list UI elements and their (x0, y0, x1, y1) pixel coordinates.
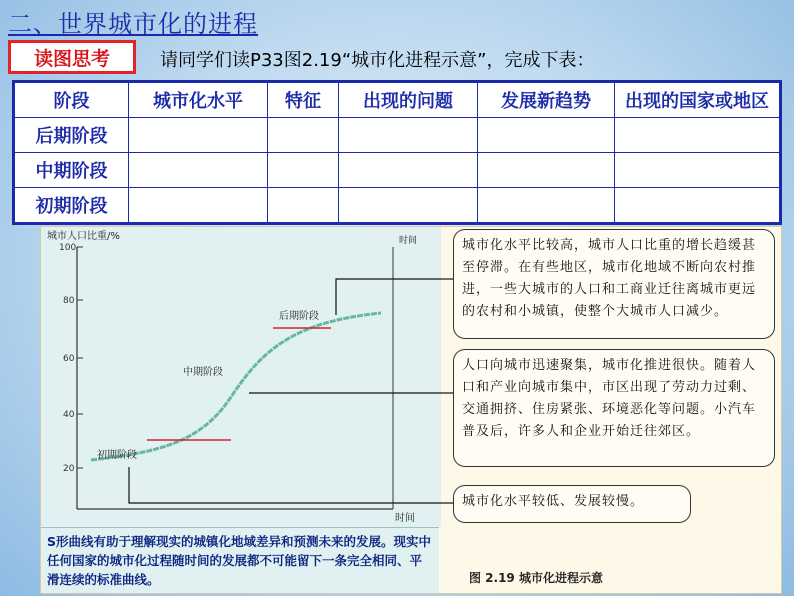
table-cell[interactable] (478, 188, 615, 224)
table-row (14, 118, 781, 153)
table-cell[interactable] (615, 118, 781, 153)
header-trend: 发展新趋势 (478, 82, 615, 118)
figure-caption: 图 2.19 城市化进程示意 (469, 571, 603, 585)
leader-line-late (336, 279, 441, 315)
x-axis-label: 时间 (395, 513, 415, 524)
table-header-row (14, 82, 781, 118)
row-label-middle: 中期阶段 (14, 153, 129, 188)
table-cell[interactable] (478, 153, 615, 188)
section-title: 二、世界城市化的进程 (8, 10, 258, 38)
middle-stage-label: 中期阶段 (183, 367, 223, 378)
table-cell[interactable] (268, 153, 339, 188)
table-cell[interactable] (339, 153, 478, 188)
y-tick-label: 100 (59, 243, 77, 253)
table-cell[interactable] (268, 188, 339, 224)
table-cell[interactable] (129, 118, 268, 153)
header-level: 城市化水平 (129, 82, 268, 118)
y-tick-label: 40 (63, 410, 75, 420)
table-cell[interactable] (129, 188, 268, 224)
row-label-early: 初期阶段 (14, 188, 129, 224)
leader-line-early (129, 467, 441, 503)
s-curve-svg (41, 227, 441, 527)
late-stage-description: 城市化水平比较高，城市人口比重的增长趋缓甚至停滞。在有些地区，城市化地域不断向农村推进，一些大城市的人口和工商业迁往离城市更远的农村和小城镇，使整个大城市人口减少。 (453, 229, 775, 339)
s-curve (91, 313, 381, 460)
header-feature: 特征 (268, 82, 339, 118)
urbanization-figure (40, 226, 782, 594)
header-stage: 阶段 (14, 82, 129, 118)
table-cell[interactable] (615, 188, 781, 224)
instruction-text: 请同学们读P33图2.19“城市化进程示意”，完成下表： (160, 50, 595, 71)
table-row (14, 153, 781, 188)
y-axis-label: 城市人口比重/% (47, 231, 120, 242)
header-problems: 出现的问题 (339, 82, 478, 118)
row-label-late: 后期阶段 (14, 118, 129, 153)
s-curve-note: S形曲线有助于理解现实的城镇化地域差异和预测未来的发展。现实中任何国家的城市化过程随时间的发展都不可能留下一条完全相同、平滑连续的标准曲线。 (41, 527, 439, 593)
table-cell[interactable] (129, 153, 268, 188)
y-tick-label: 80 (63, 296, 75, 306)
axis-top-label: 时间 (399, 236, 418, 246)
early-stage-description: 城市化水平较低、发展较慢。 (453, 485, 691, 523)
table-cell[interactable] (615, 153, 781, 188)
table-cell[interactable] (268, 118, 339, 153)
table-cell[interactable] (339, 188, 478, 224)
y-tick-label: 20 (63, 464, 75, 474)
s-curve-plot (41, 227, 441, 527)
table-row (14, 188, 781, 224)
late-stage-label: 后期阶段 (279, 311, 319, 322)
y-tick-label: 60 (63, 354, 75, 364)
early-stage-label: 初期阶段 (97, 450, 137, 461)
table-cell[interactable] (339, 118, 478, 153)
read-and-think-badge: 读图思考 (8, 40, 136, 74)
header-regions: 出现的国家或地区 (615, 82, 781, 118)
stage-table (12, 80, 782, 225)
middle-stage-description: 人口向城市迅速聚集，城市化推进很快。随着人口和产业向城市集中，市区出现了劳动力过剩、交通拥挤、住房紧张、环境恶化等问题。小汽车普及后，许多人和企业开始迁往郊区。 (453, 349, 775, 467)
table-cell[interactable] (478, 118, 615, 153)
